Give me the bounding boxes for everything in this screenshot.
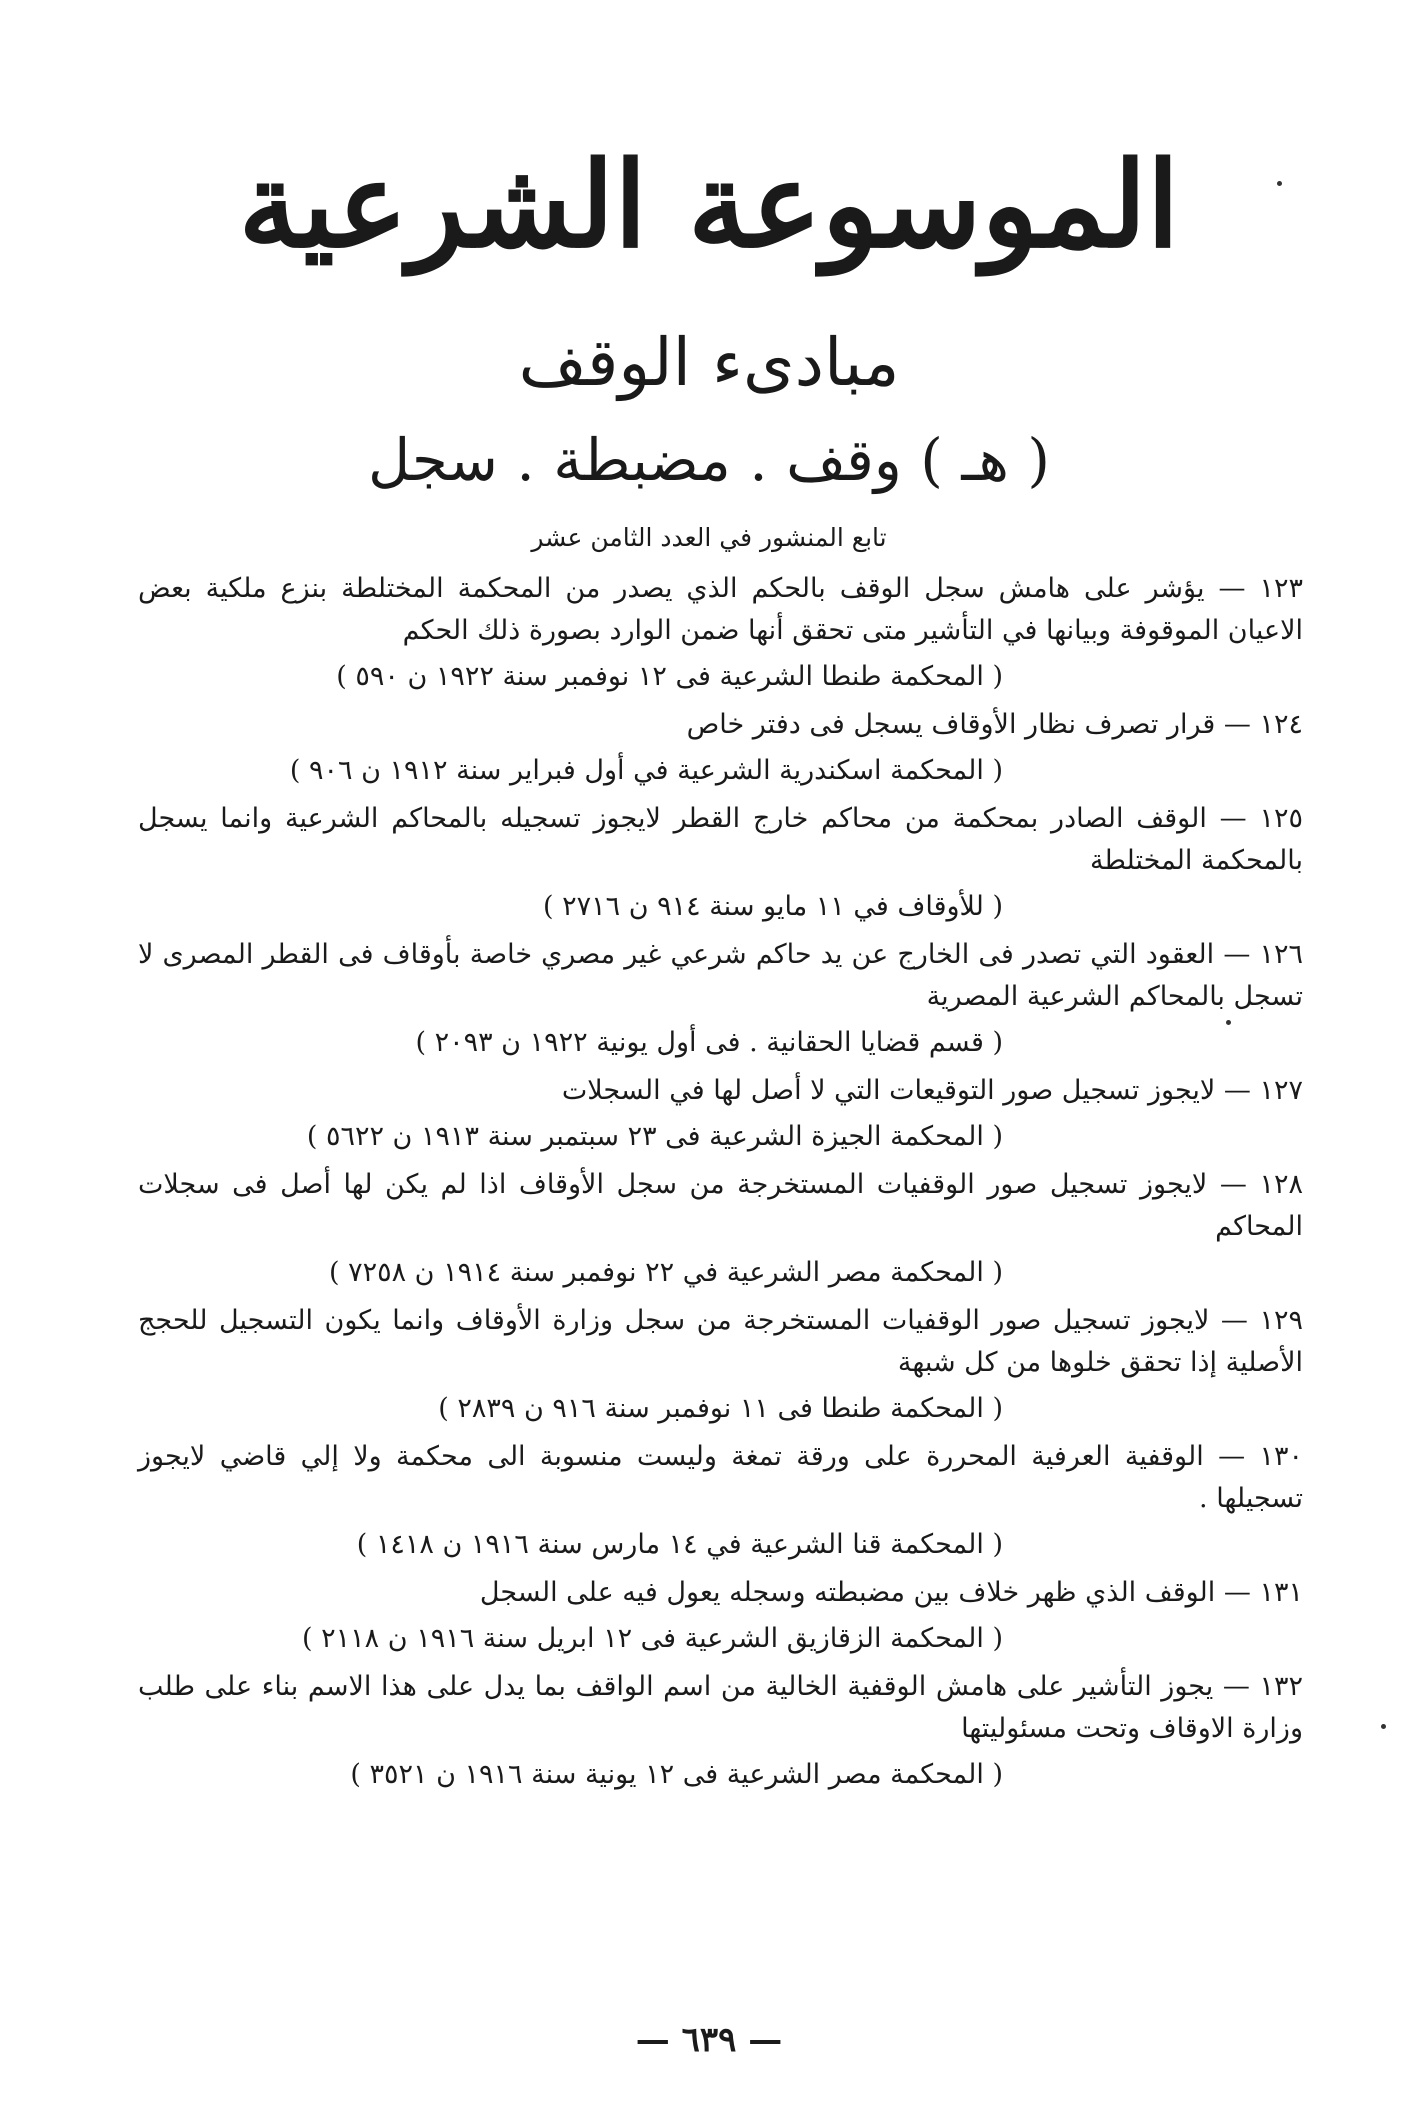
list-item [138,1164,1303,1294]
entry-source: ( المحكمة اسكندرية الشرعية في أول فبراير سنة ١٩١٢ ن ٩٠٦ ) [289,755,1003,786]
entry-source: ( المحكمة الزقازيق الشرعية فى ١٢ ابريل سنة ١٩١٦ ن ٢١١٨ ) [302,1623,1003,1654]
entry-source: ( المحكمة طنطا الشرعية فى ١٢ نوفمبر سنة ١٩٢٢ ن ٥٩٠ ) [336,661,1003,692]
entry-text [138,1300,1303,1384]
entry-source: ( المحكمة قنا الشرعية في ١٤ مارس سنة ١٩١٦ ن ١٤١٨ ) [356,1529,1003,1560]
entry-text [138,704,1303,746]
entry-text [138,568,1303,652]
list-item [138,568,1303,698]
entry-body: قرار تصرف نظار الأوقاف يسجل فى دفتر خاص [686,709,1216,740]
list-item [138,798,1303,928]
entry-body: يؤشر على هامش سجل الوقف بالحكم الذي يصدر من المحكمة المختلطة بنزع ملكية بعض الاعيان الموقوفة وبيانها في التأشير متى تحقق أنها ضمن الوارد بصورة ذلك الحكم [138,573,1303,646]
list-item [138,1572,1303,1660]
entry-body: الوقف الذي ظهر خلاف بين مضبطته وسجله يعول فيه على السجل [479,1577,1216,1608]
entry-text [138,934,1303,1018]
entry-body: العقود التي تصدر فى الخارج عن يد حاكم شرعي غير مصري خاصة بأوقاف فى القطر المصرى لا تسجل بالمحاكم الشرعية المصرية [138,939,1303,1012]
entry-body: لايجوز تسجيل صور الوقفيات المستخرجة من سجل وزارة الأوقاف وانما يكون التسجيل للحجج الأصلية إذا تحقق خلوها من كل شبهة [138,1305,1303,1378]
entry-source: ( للأوقاف في ١١ مايو سنة ٩١٤ ن ٢٧١٦ ) [542,891,1003,922]
entry-source: ( المحكمة طنطا فى ١١ نوفمبر سنة ٩١٦ ن ٢٨٣٩ ) [438,1393,1003,1424]
list-item [138,1436,1303,1566]
entry-number: ١٢٦ — [1223,939,1303,970]
entry-text [138,1572,1303,1614]
list-item [138,934,1303,1064]
entry-source: ( المحكمة مصر الشرعية في ٢٢ نوفمبر سنة ١٩١٤ ن ٧٢٥٨ ) [328,1257,1003,1288]
page-title: الموسوعة الشرعية [238,135,1180,274]
speck-mark [1226,1020,1231,1025]
entry-number: ١٢٩ — [1220,1305,1303,1336]
entry-body: لايجوز تسجيل صور الوقفيات المستخرجة من سجل الأوقاف اذا لم يكن لها أصل فى سجلات المحاكم [138,1169,1303,1242]
entry-source: ( المحكمة الجيزة الشرعية فى ٢٣ سبتمبر سنة ١٩١٣ ن ٥٦٢٢ ) [306,1121,1003,1152]
entry-text [138,1164,1303,1248]
speck-mark [1381,1724,1386,1729]
entry-number: ١٣٢ — [1222,1671,1303,1702]
entry-source: ( قسم قضايا الحقانية . فى أول يونية ١٩٢٢ ن ٢٠٩٣ ) [415,1027,1003,1058]
entries-list [138,568,1303,1802]
entry-text [138,1666,1303,1750]
list-item [138,1070,1303,1158]
continuation-note: تابع المنشور في العدد الثامن عشر [531,523,887,552]
list-item [138,1666,1303,1796]
entry-number: ١٢٣ — [1218,573,1303,604]
entry-body: يجوز التأشير على هامش الوقفية الخالية من اسم الواقف بما يدل على هذا الاسم بناء على طلب وزارة الاوقاف وتحت مسئوليتها [138,1671,1303,1744]
entry-number: ١٢٥ — [1219,803,1303,834]
entry-number: ١٣٠ — [1218,1441,1303,1472]
page-number: — ٦٣٩ — [635,2020,783,2060]
entry-number: ١٣١ — [1223,1577,1303,1608]
list-item [138,1300,1303,1430]
page-subtitle: مبادىء الوقف [518,324,900,401]
entry-text [138,1436,1303,1520]
entry-number: ١٢٨ — [1219,1169,1303,1200]
entry-body: الوقف الصادر بمحكمة من محاكم خارج القطر لايجوز تسجيله بالمحاكم الشرعية وانما يسجل بالمحكمة المختلطة [138,803,1303,876]
entry-source: ( المحكمة مصر الشرعية فى ١٢ يونية سنة ١٩١٦ ن ٣٥٢١ ) [350,1759,1003,1790]
entry-text [138,1070,1303,1112]
entry-text [138,798,1303,882]
section-heading: ( هـ ) وقف . مضبطة . سجل [367,426,1051,494]
speck-mark [1277,181,1282,186]
entry-body: الوقفية العرفية المحررة على ورقة تمغة وليست منسوبة الى محكمة ولا إلي قاضي لايجوز تسجيلها . [138,1441,1303,1514]
list-item [138,704,1303,792]
entry-body: لايجوز تسجيل صور التوقيعات التي لا أصل لها في السجلات [561,1075,1216,1106]
entry-number: ١٢٤ — [1223,709,1303,740]
entry-number: ١٢٧ — [1223,1075,1303,1106]
